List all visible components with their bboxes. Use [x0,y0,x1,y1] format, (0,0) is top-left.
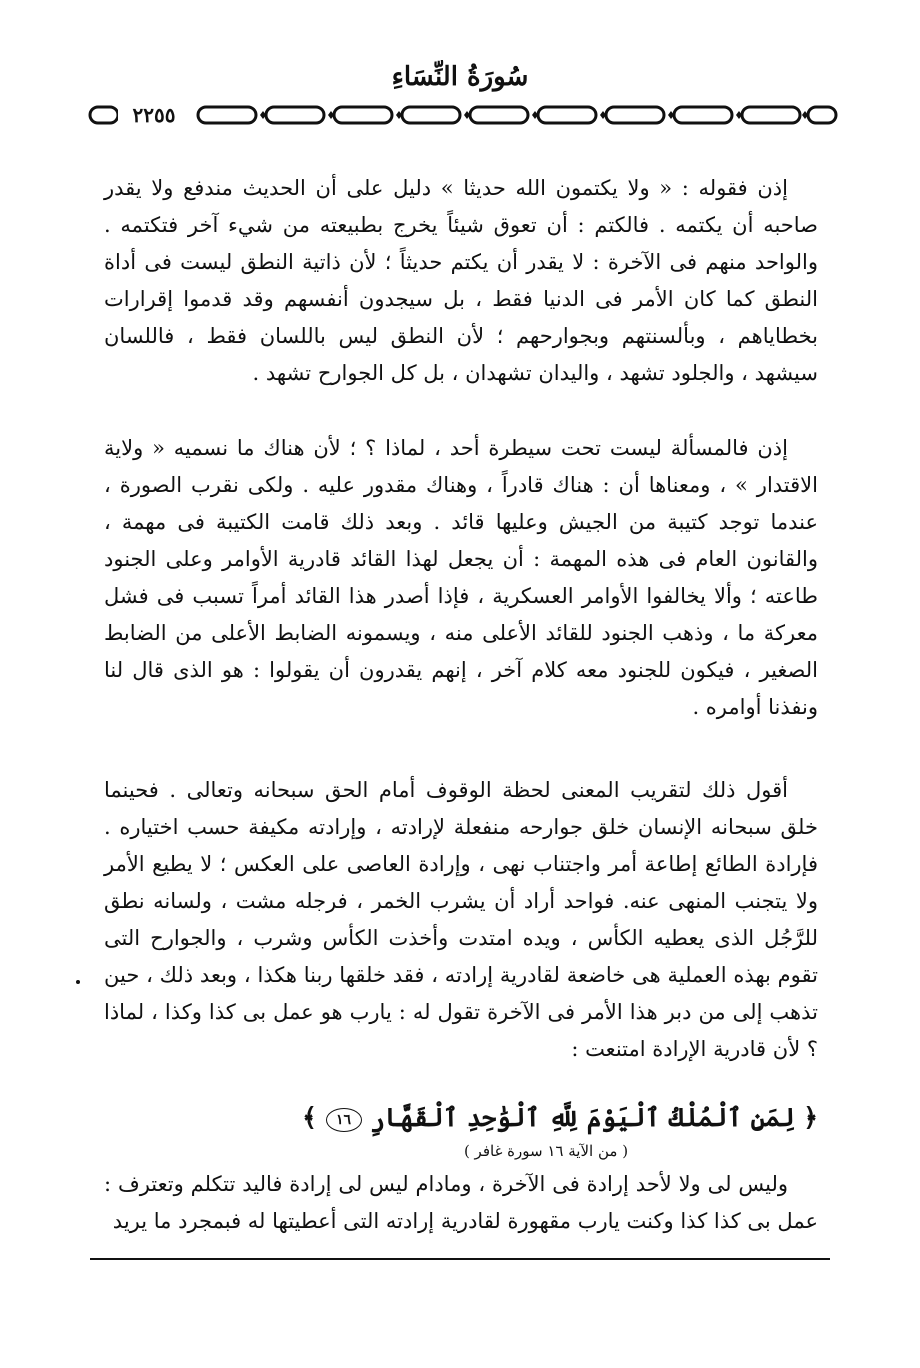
verse-citation: ( من الآية ١٦ سورة غافر ) [463,1142,629,1160]
verse-text: لِمَنِ ٱلْمُلْكُ ٱلْيَوْمَ لِلَّهِ ٱلْوَٰحِدِ ٱلْقَهَّارِ [370,1103,795,1132]
page-number: ٢٢٥٥ [118,102,190,128]
quran-verse [104,1100,818,1136]
verse-open-bracket: ﴿ [803,1103,818,1132]
closing-paragraph [104,1166,818,1240]
paragraph-text: أقول ذلك لتقريب المعنى لحظة الوقوف أمام الحق سبحانه وتعالى . فحينما خلق سبحانه الإنسان خلق جوارحه منفعلة لإرادته ، وإرادته مكيفة حسب اختياره . فإرادة الطائع إطاعة أمر واجتناب نهى ، وإرادة العاصى على العكس ؛ لا يطيع الأمر ولا يتجنب المنهى عنه. فواحد أراد أن يشرب الخمر ، فرجله مشت ، ولسانه نطق للرَّجُل الذى يعطيه الكأس ، ويده امتدت وأخذت الكأس وشرب ، والجوارح التى تقوم بهذه العملية هى خاضعة لقادرية إرادته ، فقد خلقها ربنا هكذا ، وبعد ذلك ، حين تذهب إلى من دبر هذا الأمر فى الآخرة تقول له : يارب هو عمل بى كذا وكذا ، لماذا ؟ لأن قادرية الإرادة امتنعت : [104,778,818,1061]
footer-divider [90,1258,830,1260]
paragraph-text: إذن فقوله : « ولا يكتمون الله حديثا » دليل على أن الحديث مندفع ولا يقدر صاحبه أن يكتمه . فالكتم : أن تعوق شيئاً يخرج بطبيعته من شيء آخر فتكتمه . والواحد منهم فى الآخرة : لا يقدر أن يكتم حديثاً ؛ لأن ذاتية النطق ليست فى أداة النطق كما كان الأمر فى الدنيا فقط ، بل سيجدون أنفسهم وقد قدموا إقرارات بخطاياهم ، وبألسنتهم وبجوارحهم ؛ لأن النطق ليس باللسان فقط ، فاللسان سيشهد ، والجلود تشهد ، واليدان تشهدان ، بل كل الجوارح تشهد . [104,176,818,385]
ornamental-border-icon [88,98,838,132]
verse-close-bracket: ﴾ [302,1103,317,1132]
paragraph-3 [104,772,818,1068]
paragraph-text: إذن فالمسألة ليست تحت سيطرة أحد ، لماذا ؟ ؛ لأن هناك ما نسميه « ولاية الاقتدار » ، ومعناها أن : هناك قادراً ، وهناك مقدور عليه . ولكى نقرب الصورة ، عندما توجد كتيبة من الجيش وعليها قائد . وبعد ذلك قامت الكتيبة فى مهمة ، والقانون العام فى هذه المهمة : أن يجعل لهذا القائد قادرية الأوامر وعلى الجنود طاعته ؛ وألا يخالفوا الأوامر العسكرية ، فإذا أصدر هذا القائد أمراً تسبب فى فشل معركة ما ، وذهب الجنود للقائد الأعلى منه ، ويسمونه الضابط الأعلى من الضابط الصغير ، فيكون للجنود معه كلام آخر ، إنهم يقدرون أن يقولوا : هو الذى قال لنا ونفذنا أوامره . [104,436,818,719]
margin-mark [76,980,80,984]
paragraph-text: وليس لى ولا لأحد إرادة فى الآخرة ، ومادام ليس لى إرادة فاليد تتكلم وتعترف : عمل بى كذا كذا وكنت يارب مقهورة لقادرية إرادته التى أعطيتها له فبمجرد ما يريد [104,1172,818,1233]
paragraph-1 [104,170,818,392]
paragraph-2 [104,430,818,726]
surah-title: سُورَةُ النِّسَاءِ [391,62,529,92]
verse-number-marker: ١٦ [326,1108,362,1132]
